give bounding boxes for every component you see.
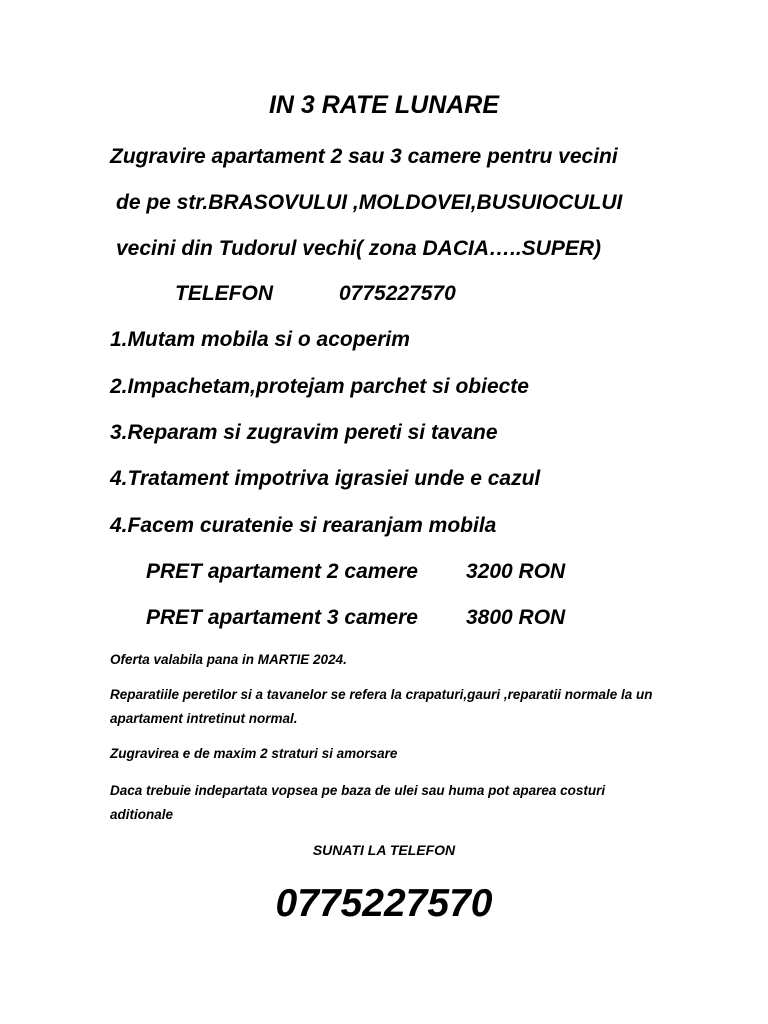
note-offer-validity: Oferta valabila pana in MARTIE 2024. — [110, 652, 347, 667]
price-value-2-rooms: 3200 RON — [466, 560, 566, 583]
step-item-1: 1.Mutam mobila si o acoperim — [110, 328, 410, 351]
big-phone-number: 0775227570 — [275, 882, 493, 925]
price-label-2-rooms: PRET apartament 2 camere — [146, 560, 418, 583]
intro-line-3: vecini din Tudorul vechi( zona DACIA…..SUPER) — [116, 237, 601, 260]
step-item-4: 4.Tratament impotriva igrasiei unde e cazul — [110, 467, 541, 490]
intro-line-1: Zugravire apartament 2 sau 3 camere pentru vecini — [110, 145, 618, 168]
phone-label: TELEFON — [175, 282, 273, 305]
intro-line-2: de pe str.BRASOVULUI ,MOLDOVEI,BUSUIOCULUI — [116, 191, 623, 214]
step-item-3: 3.Reparam si zugravim pereti si tavane — [110, 421, 498, 444]
note-repairs: Reparatiile peretilor si a tavanelor se refera la crapaturi,gauri ,reparatii normale la un apartament intretinut normal. — [110, 687, 653, 726]
price-value-3-rooms: 3800 RON — [466, 606, 566, 629]
call-to-action: SUNATI LA TELEFON — [312, 842, 456, 858]
price-label-3-rooms: PRET apartament 3 camere — [146, 606, 418, 629]
step-item-2: 2.Impachetam,protejam parchet si obiecte — [110, 375, 529, 398]
note-additional-costs: Daca trebuie indepartata vopsea pe baza de ulei sau huma pot aparea costuri aditionale — [110, 783, 606, 822]
step-item-5: 4.Facem curatenie si rearanjam mobila — [110, 514, 497, 537]
note-coats: Zugravirea e de maxim 2 straturi si amorsare — [110, 746, 398, 761]
page-title: IN 3 RATE LUNARE — [268, 91, 500, 119]
phone-number: 0775227570 — [339, 282, 456, 305]
